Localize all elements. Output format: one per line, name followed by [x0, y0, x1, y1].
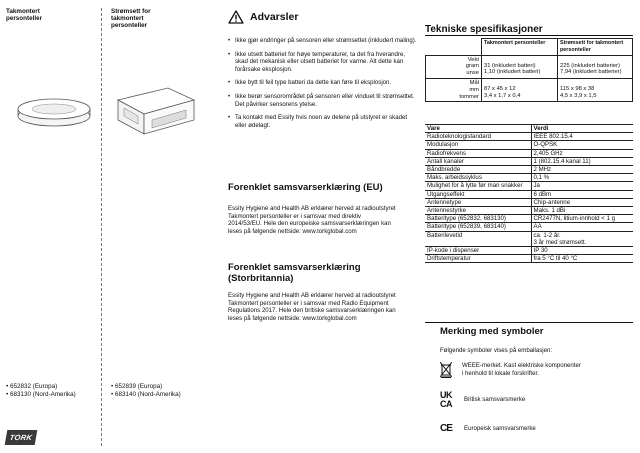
table-row	[426, 55, 633, 78]
spec-value-cell: 0,1 %	[531, 174, 633, 182]
spec-label-cell: Båndbredde	[425, 166, 531, 174]
warning-item: • Ikke berør sensorområdet på sensoren eller vinduet til strømsettet. Det påvirker sensorens ytelse.	[228, 93, 418, 108]
spec-value-cell: IP 30	[531, 247, 633, 255]
ceiling-sensor-image	[16, 92, 94, 130]
symbol-item-ukca	[440, 391, 525, 408]
table-row	[425, 133, 633, 141]
spec-value-cell: 1 (802.15.4 kanal 11)	[531, 157, 633, 165]
symbols-rule	[425, 322, 633, 323]
symbol-item-ce	[440, 423, 536, 434]
spec-value-cell: Chip-antenne	[531, 198, 633, 206]
eu-decl-title: Forenklet samsvarserklæring (EU)	[228, 182, 383, 193]
dim-value: 225 (inkludert batterier) 7,94 (inkludert batterier)	[558, 55, 633, 78]
specs-header-cell: Vare	[425, 125, 531, 133]
uk-decl-text: Essity Hygiene and Health AB erklærer herved at radioutstyret Takmontert personteller er i samsvar med Radio Equipment Regulations 2017. Hele den britiske samsvarserklæringen kan leses på følgende nettside: www.torkglobal.com	[228, 292, 396, 322]
warnings-header	[228, 10, 418, 24]
spec-value-cell: Maks. 1 dBi	[531, 207, 633, 215]
warnings-list	[228, 37, 418, 135]
specs-rule	[425, 35, 633, 36]
tork-logo: TORK	[5, 430, 38, 445]
dim-col-header: Takmontert personteller	[482, 39, 558, 56]
table-row	[425, 255, 633, 263]
symbol-item-weee	[440, 362, 582, 378]
table-row	[425, 247, 633, 255]
specs-header-cell: Verdi	[531, 125, 633, 133]
spec-label-cell: Maks. arbeidssyklus	[425, 174, 531, 182]
model-item: • 683140 (Nord-Amerika)	[111, 391, 205, 399]
table-row	[425, 182, 633, 190]
dim-value: 115 x 98 x 38 4,5 x 3,9 x 1,5	[558, 78, 633, 101]
spec-label-cell: Batteritype (652832, 683130)	[425, 215, 531, 223]
warning-item: • Ta kontakt med Essity hvis noen av delene på utstyret er skadet eller ødelagt.	[228, 114, 418, 129]
column-divider	[101, 8, 102, 446]
table-row	[425, 157, 633, 165]
spec-value-cell: IEEE 802.15.4	[531, 133, 633, 141]
dim-label: Mål mm tommer	[426, 78, 482, 101]
symbol-text: WEEE-merket. Kast elektriske komponenter i henhold til lokale forskrifter.	[462, 362, 581, 377]
powerkit-heading: Strømsett for takmontert personteller	[111, 8, 151, 30]
dim-col-header: Strømsett for takmontert personteller	[558, 39, 633, 56]
uk-decl-title: Forenklet samsvarserklæring (Storbritannia)	[228, 262, 361, 284]
spec-label-cell: Radiofrekvens	[425, 149, 531, 157]
spec-label-cell: Antennetype	[425, 198, 531, 206]
symbol-text: Europeisk samsvarsmerke	[464, 424, 536, 432]
model-item: • 652839 (Europa)	[111, 383, 205, 391]
dim-label: Vekt gram unse	[426, 55, 482, 78]
spec-value-cell: fra 5 °C til 40 °C	[531, 255, 633, 263]
power-kit-image	[112, 80, 198, 140]
model-item: • 652832 (Europa)	[6, 383, 100, 391]
table-row	[425, 207, 633, 215]
warning-item: • Ikke utsett batteriet for høye temperaturer, ta det fra hverandre, skad det mekanisk eller utsett batteriet for varme. Alt dette kan forårsake eksplosjon.	[228, 51, 418, 74]
warning-item: • Ikke bytt til feil type batteri da dette kan føre til eksplosjon.	[228, 79, 418, 87]
spec-label-cell: Batterilevetid	[425, 231, 531, 246]
spec-value-cell: 2,405 GHz	[531, 149, 633, 157]
spec-value-cell: O-QPSK	[531, 141, 633, 149]
table-row	[425, 215, 633, 223]
dimensions-table	[425, 38, 633, 102]
ukca-mark-icon: UK CA	[440, 390, 452, 409]
spec-label-cell: Mulighet for å lytte før man snakker	[425, 182, 531, 190]
spec-value-cell: CR2477N, litium-innhold < 1 g	[531, 215, 633, 223]
eu-decl-text: Essity Hygiene and Health AB erklærer herved at radioutstyret Takmontert personteller er i samsvar med direktiv 2014/53/EU. Hele den europeiske samsvarserklæringen kan leses på følgende nettside: www.torkglobal.com	[228, 205, 396, 235]
sensor-model-list	[6, 383, 100, 399]
spec-label-cell: Antall kanaler	[425, 157, 531, 165]
table-row	[425, 231, 633, 246]
powerkit-model-list	[111, 383, 205, 399]
spec-label-cell: Utgangseffekt	[425, 190, 531, 198]
specs-title: Tekniske spesifikasjoner	[425, 24, 543, 35]
spec-value-cell: 6 dBm	[531, 190, 633, 198]
warning-item: • Ikke gjør endringer på sensoren eller strømsettet (inkludert maling).	[228, 37, 418, 45]
table-row	[425, 174, 633, 182]
table-row	[425, 149, 633, 157]
spec-label-cell: Driftstemperatur	[425, 255, 531, 263]
weee-bin-icon	[440, 362, 452, 378]
dim-value: 31 (inkludert batteri) 1,10 (inkludert batteri)	[482, 55, 558, 78]
spec-value-cell: Ja	[531, 182, 633, 190]
specs-table	[425, 124, 633, 263]
dim-value: 87 x 45 x 12 3,4 x 1,7 x 0,4	[482, 78, 558, 101]
spec-value-cell: 2 MHz	[531, 166, 633, 174]
model-item: • 683130 (Nord-Amerika)	[6, 391, 100, 399]
table-row	[425, 223, 633, 231]
sensor-heading: Takmontert personteller	[6, 8, 43, 23]
symbols-intro: Følgende symboler vises på emballasjen:	[440, 347, 553, 354]
spec-value-cell: ca. 1-2 år. 3 år med strømsett.	[531, 231, 633, 246]
spec-value-cell: AA	[531, 223, 633, 231]
table-row	[426, 78, 633, 101]
spec-label-cell: Antennestyrke	[425, 207, 531, 215]
warning-triangle-icon	[228, 10, 244, 24]
symbol-text: Britisk samsvarsmerke	[464, 395, 526, 403]
spec-label-cell: Radioteknologistandard	[425, 133, 531, 141]
specs-header-row	[425, 125, 633, 133]
table-row	[425, 166, 633, 174]
symbols-title: Merking med symboler	[440, 326, 544, 337]
table-row	[425, 190, 633, 198]
spec-label-cell: Batteritype (652839, 683140)	[425, 223, 531, 231]
table-row	[425, 141, 633, 149]
ce-mark-icon: CE	[440, 423, 452, 434]
spec-label-cell: IP-kode i dispenser	[425, 247, 531, 255]
warnings-title: Advarsler	[250, 11, 299, 23]
table-row	[425, 198, 633, 206]
spec-label-cell: Modulasjon	[425, 141, 531, 149]
